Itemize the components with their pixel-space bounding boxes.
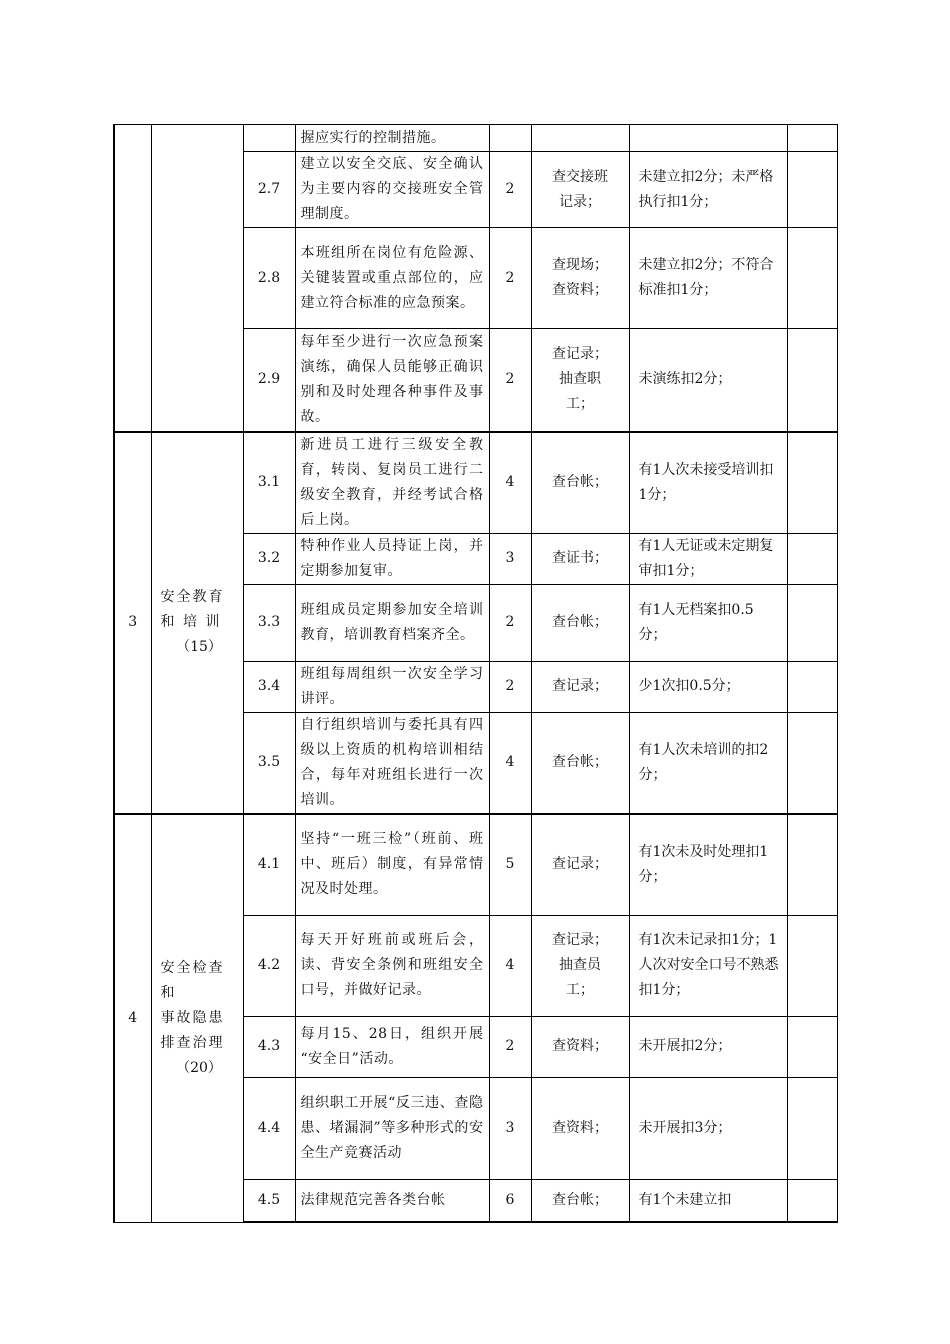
table-row — [114, 432, 837, 534]
item-code: 4.4 — [243, 1077, 295, 1179]
item-scoring: 有1人无证或未定期复审扣1分； — [629, 533, 787, 584]
section-number — [114, 125, 151, 432]
item-method — [531, 915, 629, 1016]
item-points: 2 — [489, 329, 531, 432]
item-method: 查证书； — [531, 533, 629, 584]
item-points: 5 — [489, 814, 531, 915]
item-scoring: 未建立扣2分；未严格执行扣1分； — [629, 152, 787, 228]
item-note — [787, 432, 837, 534]
section-number: 3 — [114, 432, 151, 815]
item-points: 3 — [489, 1077, 531, 1179]
item-content: 自行组织培训与委托具有四级以上资质的机构培训相结合，每年对班组长进行一次培训。 — [295, 712, 489, 814]
item-scoring: 有1人无档案扣0.5分； — [629, 584, 787, 661]
item-points: 2 — [489, 661, 531, 712]
item-content: 坚持“一班三检”（班前、班中、班后）制度，有异常情况及时处理。 — [295, 814, 489, 915]
item-note — [787, 152, 837, 228]
item-content: 握应实行的控制措施。 — [295, 125, 489, 152]
item-note — [787, 661, 837, 712]
item-content: 新进员工进行三级安全教育，转岗、复岗员工进行二级安全教育，并经考试合格后上岗。 — [295, 432, 489, 534]
item-content: 建立以安全交底、安全确认为主要内容的交接班安全管理制度。 — [295, 152, 489, 228]
item-note — [787, 814, 837, 915]
item-code: 4.2 — [243, 915, 295, 1016]
item-method: 查资料； — [531, 1016, 629, 1077]
section-title-line: 和 — [160, 984, 177, 1001]
section-title — [151, 814, 243, 1222]
table-row — [114, 125, 837, 152]
item-content: 每天开好班前或班后会，读、背安全条例和班组安全口号，并做好记录。 — [295, 915, 489, 1016]
item-code: 2.9 — [243, 329, 295, 432]
item-note — [787, 329, 837, 432]
item-content: 本班组所在岗位有危险源、关键装置或重点部位的，应建立符合标准的应急预案。 — [295, 228, 489, 329]
item-method — [531, 228, 629, 329]
item-code: 4.1 — [243, 814, 295, 915]
item-code: 2.8 — [243, 228, 295, 329]
item-method: 查台帐； — [531, 712, 629, 814]
item-note — [787, 1016, 837, 1077]
item-method: 查台帐； — [531, 1179, 629, 1222]
section-title-line: 排查治理 — [160, 1034, 225, 1051]
item-code: 2.7 — [243, 152, 295, 228]
item-content: 组织职工开展“反三违、查隐患、堵漏洞”等多种形式的安全生产竞赛活动 — [295, 1077, 489, 1179]
item-note — [787, 228, 837, 329]
item-content: 每月15、28日，组织开展 “安全日”活动。 — [295, 1016, 489, 1077]
item-points: 2 — [489, 584, 531, 661]
item-points: 2 — [489, 228, 531, 329]
item-points: 2 — [489, 1016, 531, 1077]
item-method — [531, 152, 629, 228]
section-title — [151, 432, 243, 815]
method-line: 查现场； — [552, 257, 608, 273]
item-scoring: 未开展扣2分； — [629, 1016, 787, 1077]
item-code: 3.3 — [243, 584, 295, 661]
item-content: 每年至少进行一次应急预案演练，确保人员能够正确识别和及时处理各种事件及事故。 — [295, 329, 489, 432]
table-row — [114, 814, 837, 915]
item-method: 查台帐； — [531, 584, 629, 661]
section-weight: （20） — [176, 1059, 222, 1076]
item-code: 3.1 — [243, 432, 295, 534]
item-points: 6 — [489, 1179, 531, 1222]
item-note — [787, 584, 837, 661]
item-points: 4 — [489, 712, 531, 814]
item-method: 查记录； — [531, 661, 629, 712]
method-line: 抽查员 — [559, 957, 601, 973]
item-scoring: 有1个未建立扣 — [629, 1179, 787, 1222]
item-method: 查资料； — [531, 1077, 629, 1179]
assessment-table — [113, 124, 838, 1223]
item-note — [787, 125, 837, 152]
item-code — [243, 125, 295, 152]
item-method — [531, 329, 629, 432]
item-scoring: 少1次扣0.5分； — [629, 661, 787, 712]
item-scoring: 有1次未及时处理扣1分； — [629, 814, 787, 915]
item-method — [531, 125, 629, 152]
item-scoring: 未开展扣3分； — [629, 1077, 787, 1179]
item-code: 4.5 — [243, 1179, 295, 1222]
method-line: 查资料； — [552, 282, 608, 298]
item-code: 3.5 — [243, 712, 295, 814]
method-line: 查记录； — [552, 932, 608, 948]
item-points: 4 — [489, 432, 531, 534]
item-scoring: 有1人次未培训的扣2分； — [629, 712, 787, 814]
item-note — [787, 712, 837, 814]
item-note — [787, 915, 837, 1016]
section-title-line: 安全教育 — [160, 589, 225, 606]
item-scoring: 有1次未记录扣1分；1人次对安全口号不熟悉扣1分； — [629, 915, 787, 1016]
item-scoring: 未建立扣2分；不符合标准扣1分； — [629, 228, 787, 329]
section-title-line: 和 培 训 — [160, 614, 222, 631]
section-weight: （15） — [176, 639, 222, 656]
item-scoring — [629, 125, 787, 152]
item-code: 4.3 — [243, 1016, 295, 1077]
section-title — [151, 125, 243, 432]
item-method: 查记录； — [531, 814, 629, 915]
method-line: 工； — [566, 982, 594, 998]
item-content: 班组成员定期参加安全培训教育，培训教育档案齐全。 — [295, 584, 489, 661]
item-scoring: 未演练扣2分； — [629, 329, 787, 432]
section-number: 4 — [114, 814, 151, 1222]
section-title-line: 事故隐患 — [160, 1009, 225, 1026]
item-method: 查台帐； — [531, 432, 629, 534]
item-points — [489, 125, 531, 152]
item-content: 班组每周组织一次安全学习讲评。 — [295, 661, 489, 712]
item-note — [787, 1077, 837, 1179]
item-content: 法律规范完善各类台帐 — [295, 1179, 489, 1222]
item-points: 2 — [489, 152, 531, 228]
item-note — [787, 533, 837, 584]
section-title-line: 安全检查 — [160, 959, 225, 976]
method-line: 抽查职 — [559, 371, 601, 388]
method-line: 查记录； — [552, 346, 608, 363]
item-note — [787, 1179, 837, 1222]
item-scoring: 有1人次未接受培训扣1分； — [629, 432, 787, 534]
method-line: 记录； — [559, 193, 601, 210]
method-line: 工； — [566, 396, 594, 413]
item-code: 3.2 — [243, 533, 295, 584]
method-line: 查交接班 — [552, 168, 608, 185]
item-code: 3.4 — [243, 661, 295, 712]
item-points: 4 — [489, 915, 531, 1016]
item-points: 3 — [489, 533, 531, 584]
item-content: 特种作业人员持证上岗，并定期参加复审。 — [295, 533, 489, 584]
